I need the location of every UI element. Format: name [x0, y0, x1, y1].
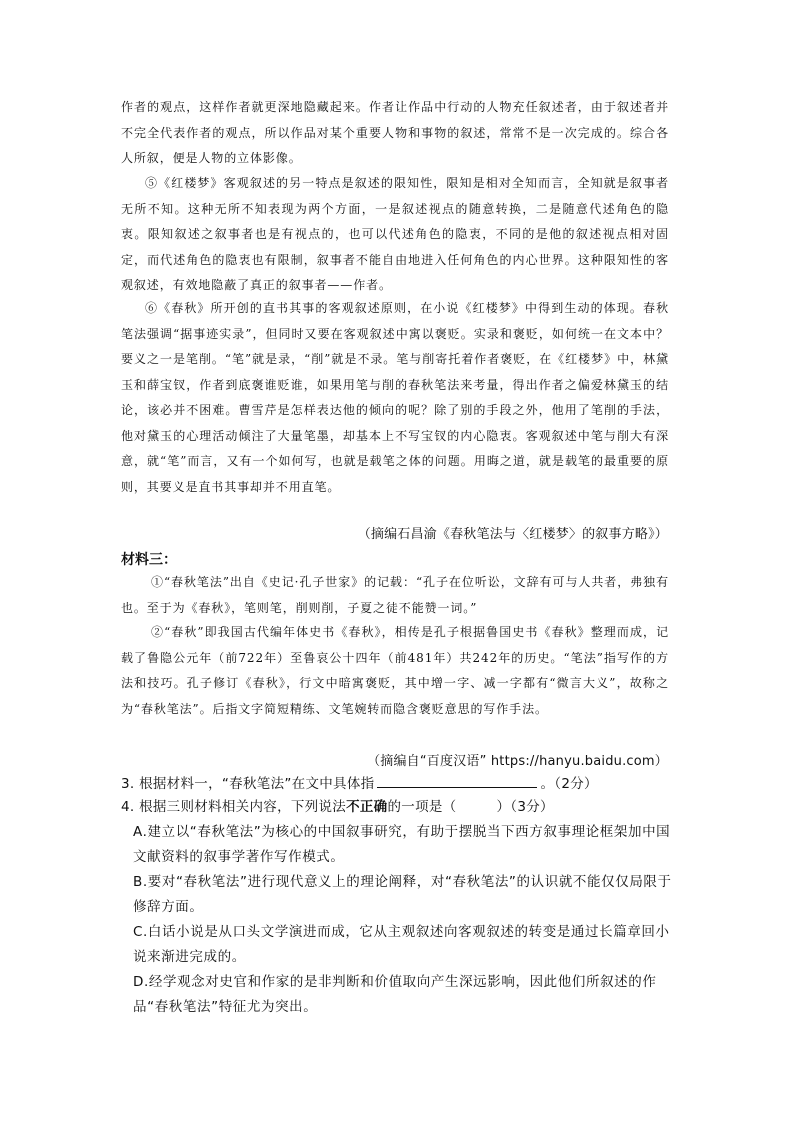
material3-source: （摘编自“百度汉语” https://hanyu.baidu.com）: [367, 754, 668, 769]
question-4-score: ）（3分）: [496, 799, 554, 815]
material3-heading: 材料三：: [121, 552, 177, 568]
material2-paragraph-5: ⑤《红楼梦》客观叙述的另一特点是叙述的限知性，限知是相对全知而言，全知就是叙事者无所不知。这种无所不知表现为两个方面，一是叙述视点的随意转换，二是随意代述角色的隐衷。限知叙述之叙事者也是有视点的，也可以代述角色的隐衷，不同的是他的叙述视点相对固定，而代述角色的隐衷也有限制，叙事者不能自由地进入任何角色的内心世界。这种限知性的客观叙述，有效地隐蔽了真正的叙事者——作者。: [121, 176, 669, 292]
question-4-emphasis: 不正确: [346, 799, 388, 815]
question-4: [121, 797, 554, 817]
option-b: B.要对“春秋笔法”进行现代意义上的理论阐释，对“春秋笔法”的认识就不能仅仅局限于修辞方面。: [133, 874, 672, 915]
option-c: C.白话小说是从口头文学演进而成，它从主观叙述向客观叙述的转变是通过长篇章回小说来渐进完成的。: [133, 924, 670, 965]
material2-paragraph-6: ⑥《春秋》所开创的直书其事的客观叙述原则，在小说《红楼梦》中得到生动的体现。春秋笔法强调“据事迹实录”，但同时又要在客观叙述中寓以褒贬。实录和褒贬，如何统一在文本中？要义之一是笔削。“笔”就是录，“削”就是不录。笔与削寄托着作者褒贬，在《红楼梦》中，林黛玉和薛宝钗，作者到底褒谁贬谁，如果用笔与削的春秋笔法来考量，得出作者之偏爱林黛玉的结论，该必并不困难。曹雪芹是怎样表达他的倾向的呢？除了别的手段之外，他用了笔削的手法，他对黛玉的心理活动倾注了大量笔墨，却基本上不写宝钗的内心隐衷。客观叙述中笔与削大有深意，就“笔”而言，又有一个如何写，也就是载笔之体的问题。用晦之道，就是载笔的最重要的原则，其要义是直书其事却并不用直笔。: [121, 301, 669, 494]
question-3-score: 。（2分）: [540, 776, 598, 792]
material2-paragraph-continued: 作者的观点，这样作者就更深地隐藏起来。作者让作品中行动的人物充任叙述者，由于叙述者并不完全代表作者的观点，所以作品对某个重要人物和事物的叙述，常常不是一次完成的。综合各人所叙，便是人物的立体影像。: [121, 100, 669, 165]
question-4-text-after: 的一项是（: [387, 799, 457, 815]
question-3-answer-blank[interactable]: [377, 773, 537, 788]
question-4-text: 4. 根据三则材料相关内容，下列说法: [121, 799, 347, 815]
option-d: D.经学观念对史官和作家的是非判断和价值取向产生深远影响，因此他们所叙述的作品“春秋笔法”特征尤为突出。: [133, 974, 657, 1015]
material2-source: （摘编石昌渝《春秋笔法与〈红楼梦〉的叙事方略》）: [357, 527, 668, 542]
material3-paragraph-2: ②“春秋”即我国古代编年体史书《春秋》，相传是孔子根据鲁国史书《春秋》整理而成，记载了鲁隐公元年（前722年）至鲁哀公十四年（前481年）共242年的历史。“笔法”指写作的方法和技巧。孔子修订《春秋》，行文中暗寓褒贬，其中增一字、减一字都有“微言大义”，故称之为“春秋笔法”。后指文字简短精练、文笔婉转而隐含褒贬意思的写作手法。: [121, 625, 669, 716]
question-3: [121, 773, 598, 794]
option-a: A.建立以“春秋笔法”为核心的中国叙事研究，有助于摆脱当下西方叙事理论框架加中国文献资料的叙事学著作写作模式。: [133, 824, 671, 865]
question-3-text: 3. 根据材料一，“春秋笔法”在文中具体指: [121, 776, 375, 792]
material3-paragraph-1: ①“春秋笔法”出自《史记·孔子世家》的记载：“孔子在位听讼，文辞有可与人共者，弗独有也。至于为《春秋》，笔则笔，削则削，子夏之徒不能赞一词。”: [121, 575, 669, 615]
